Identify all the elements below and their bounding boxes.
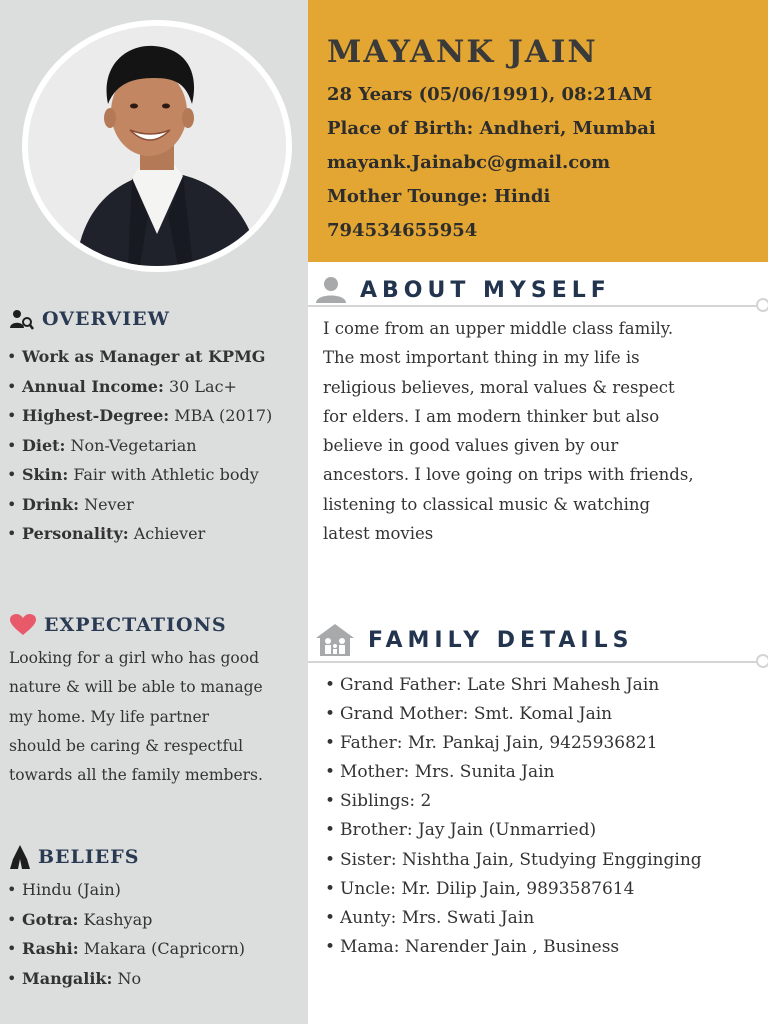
age-dob-line: 28 Years (05/06/1991), 08:21AM <box>327 84 653 105</box>
list-item: • Mangalik: No <box>4 964 245 994</box>
list-item: • Mother: Mrs. Sunita Jain <box>322 758 702 787</box>
family-divider-dot <box>756 654 768 668</box>
list-item: • Uncle: Mr. Dilip Jain, 9893587614 <box>322 875 702 904</box>
list-item: • Father: Mr. Pankaj Jain, 9425936821 <box>322 729 702 758</box>
beliefs-heading <box>10 845 139 869</box>
overview-heading <box>10 308 170 330</box>
list-item: • Mama: Narender Jain , Business <box>322 933 702 962</box>
person-search-icon <box>10 308 34 330</box>
list-item: • Brother: Jay Jain (Unmarried) <box>322 816 702 845</box>
list-item: • Skin: Fair with Athletic body <box>4 460 272 490</box>
overview-list <box>4 342 272 549</box>
list-item: • Work as Manager at KPMG <box>4 342 272 372</box>
user-icon <box>314 276 348 304</box>
about-title: ABOUT MYSELF <box>360 277 611 303</box>
list-item: • Grand Father: Late Shri Mahesh Jain <box>322 671 702 700</box>
list-item: • Annual Income: 30 Lac+ <box>4 372 272 402</box>
list-item: • Siblings: 2 <box>322 787 702 816</box>
list-item: • Drink: Never <box>4 490 272 520</box>
family-house-icon <box>314 622 356 658</box>
list-item: • Rashi: Makara (Capricorn) <box>4 934 245 964</box>
about-divider <box>308 305 760 307</box>
list-item: • Gotra: Kashyap <box>4 905 245 935</box>
person-illustration <box>28 26 286 266</box>
list-item: • Grand Mother: Smt. Komal Jain <box>322 700 702 729</box>
profile-photo <box>28 26 286 266</box>
list-item: • Personality: Achiever <box>4 519 272 549</box>
beliefs-list <box>4 875 245 993</box>
family-list <box>322 671 702 962</box>
about-text: I come from an upper middle class family. The most important thing in my life is religious believes, moral values & respect for elders. I am modern thinker but also believe in good values given by our ancestors. I love going on trips with friends, listening to classical music & watching latest movies <box>323 319 694 544</box>
profile-name: MAYANK JAIN <box>327 34 598 70</box>
list-item: • Sister: Nishtha Jain, Studying Engginging <box>322 846 702 875</box>
heart-icon <box>10 614 36 636</box>
praying-hands-icon <box>10 845 30 869</box>
expectations-heading <box>10 614 227 636</box>
phone-line[interactable]: 794534655954 <box>327 220 478 241</box>
family-heading <box>314 622 633 658</box>
list-item: • Hindu (Jain) <box>4 875 245 905</box>
about-divider-dot <box>756 298 768 312</box>
family-title: FAMILY DETAILS <box>368 627 634 653</box>
overview-title: OVERVIEW <box>42 308 171 330</box>
about-heading <box>314 276 611 304</box>
list-item: • Aunty: Mrs. Swati Jain <box>322 904 702 933</box>
expectations-title: EXPECTATIONS <box>44 614 227 636</box>
email-line[interactable]: mayank.Jainabc@gmail.com <box>327 152 611 173</box>
beliefs-title: BELIEFS <box>38 846 140 868</box>
list-item: • Diet: Non-Vegetarian <box>4 431 272 461</box>
family-divider <box>308 661 760 663</box>
mother-tongue-line: Mother Tounge: Hindi <box>327 186 551 207</box>
birth-place-line: Place of Birth: Andheri, Mumbai <box>327 118 656 139</box>
expectations-text: Looking for a girl who has good nature & will be able to manage my home. My life partner should be caring & respectful towards all the family members. <box>9 649 263 785</box>
list-item: • Highest-Degree: MBA (2017) <box>4 401 272 431</box>
profile-photo-frame <box>22 20 292 272</box>
